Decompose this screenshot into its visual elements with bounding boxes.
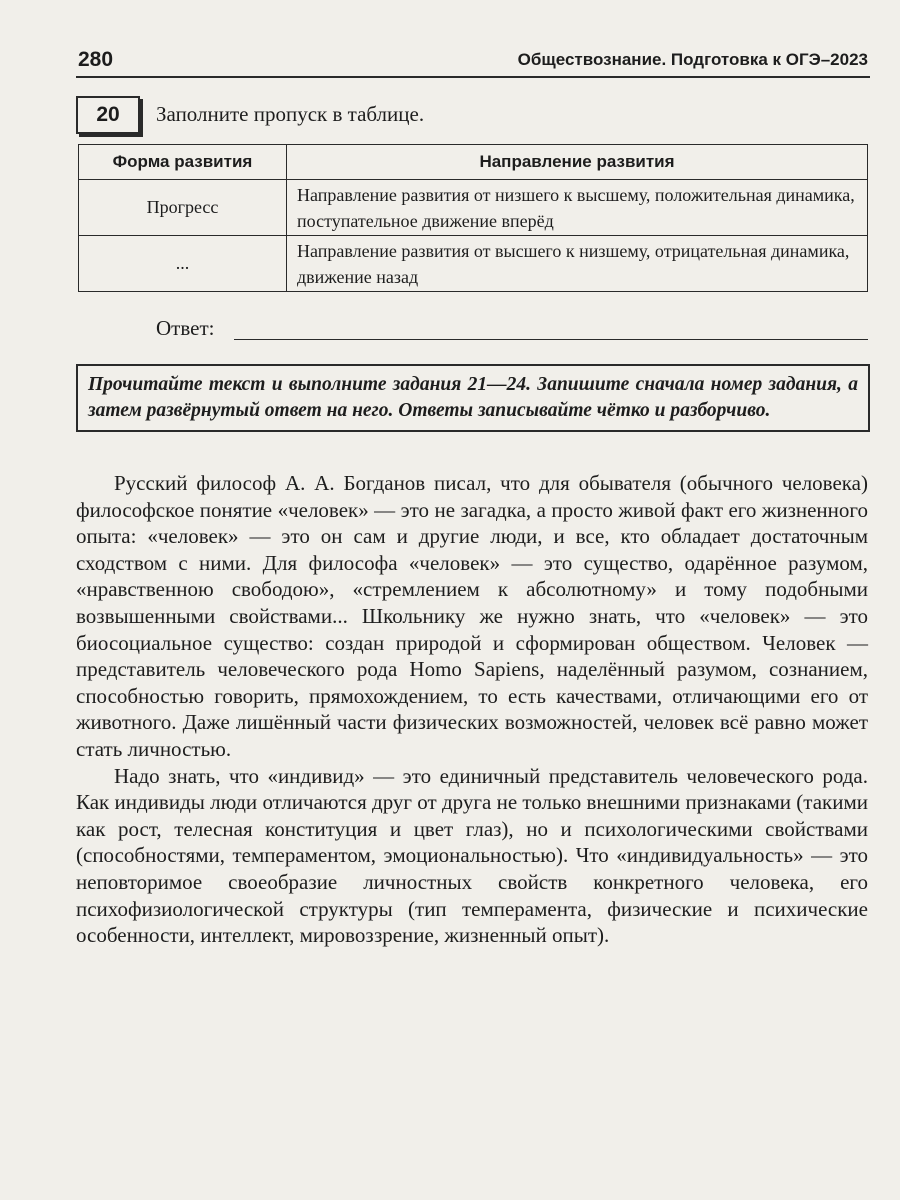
- paragraph: Надо знать, что «индивид» — это единичный представитель человеческого рода. Как индивиды люди отличаются друг от друга не только внешними признаками (такими как рост, телесная конституция и цвет глаз), но и психологическими свойствами (способностями, темпераментом, эмоциональностью). Что «индивидуальность» — это неповторимое своеобразие личностных свойств конкретного человека, его психофизиологической структуры (тип темперамента, физические и психические особенности, интеллект, мировоззрение, жизненный опыт).: [76, 763, 868, 948]
- table-cell-form: Прогресс: [79, 180, 287, 236]
- page-header: [76, 46, 870, 78]
- table-row: [79, 236, 868, 292]
- task-heading: [76, 96, 870, 136]
- task-number-box: 20: [76, 96, 140, 134]
- paragraph: Русский философ А. А. Богданов писал, что для обывателя (обычного человека) философское понятие «человек» — это не загадка, а просто живой факт его жизненного опыта: «человек» — это он сам и другие люди, и все, кто обладает достаточным сходством с ними. Для философа «человек» — это существо, одарённое разумом, «нравственною свободою», «стремлением к абсолютному» и тому подобными возвышенными свойствами... Школьнику же нужно знать, что «человек» — это биосоциальное существо: создан природой и сформирован обществом. Человек — представитель человеческого рода Homo Sapiens, наделённый разумом, сознанием, способностью говорить, прямохождением, то есть качествами, отличающими его от животного. Даже лишённый части физических возможностей, человек всё равно может стать личностью.: [76, 471, 868, 761]
- table-header-direction: Направление развития: [287, 145, 868, 180]
- running-title: Обществознание. Подготовка к ОГЭ–2023: [517, 50, 868, 69]
- table-cell-direction: Направление развития от высшего к низшему, отрицательная динамика, движение назад: [287, 236, 868, 292]
- answer-line[interactable]: [234, 339, 868, 340]
- table-cell-form-blank[interactable]: ...: [79, 236, 287, 292]
- development-table: [78, 144, 868, 292]
- instruction-box: Прочитайте текст и выполните задания 21—24. Запишите сначала номер задания, а затем развёрнутый ответ на него. Ответы записывайте чётко и разборчиво.: [76, 364, 870, 432]
- answer-label: Ответ:: [156, 316, 215, 340]
- reading-text: [76, 470, 868, 949]
- table-header-form: Форма развития: [79, 145, 287, 180]
- table-cell-direction: Направление развития от низшего к высшему, положительная динамика, поступательное движение вперёд: [287, 180, 868, 236]
- table-row: [79, 180, 868, 236]
- task-prompt: Заполните пропуск в таблице.: [156, 102, 425, 126]
- page-number: 280: [78, 48, 114, 71]
- table-header-row: [79, 145, 868, 180]
